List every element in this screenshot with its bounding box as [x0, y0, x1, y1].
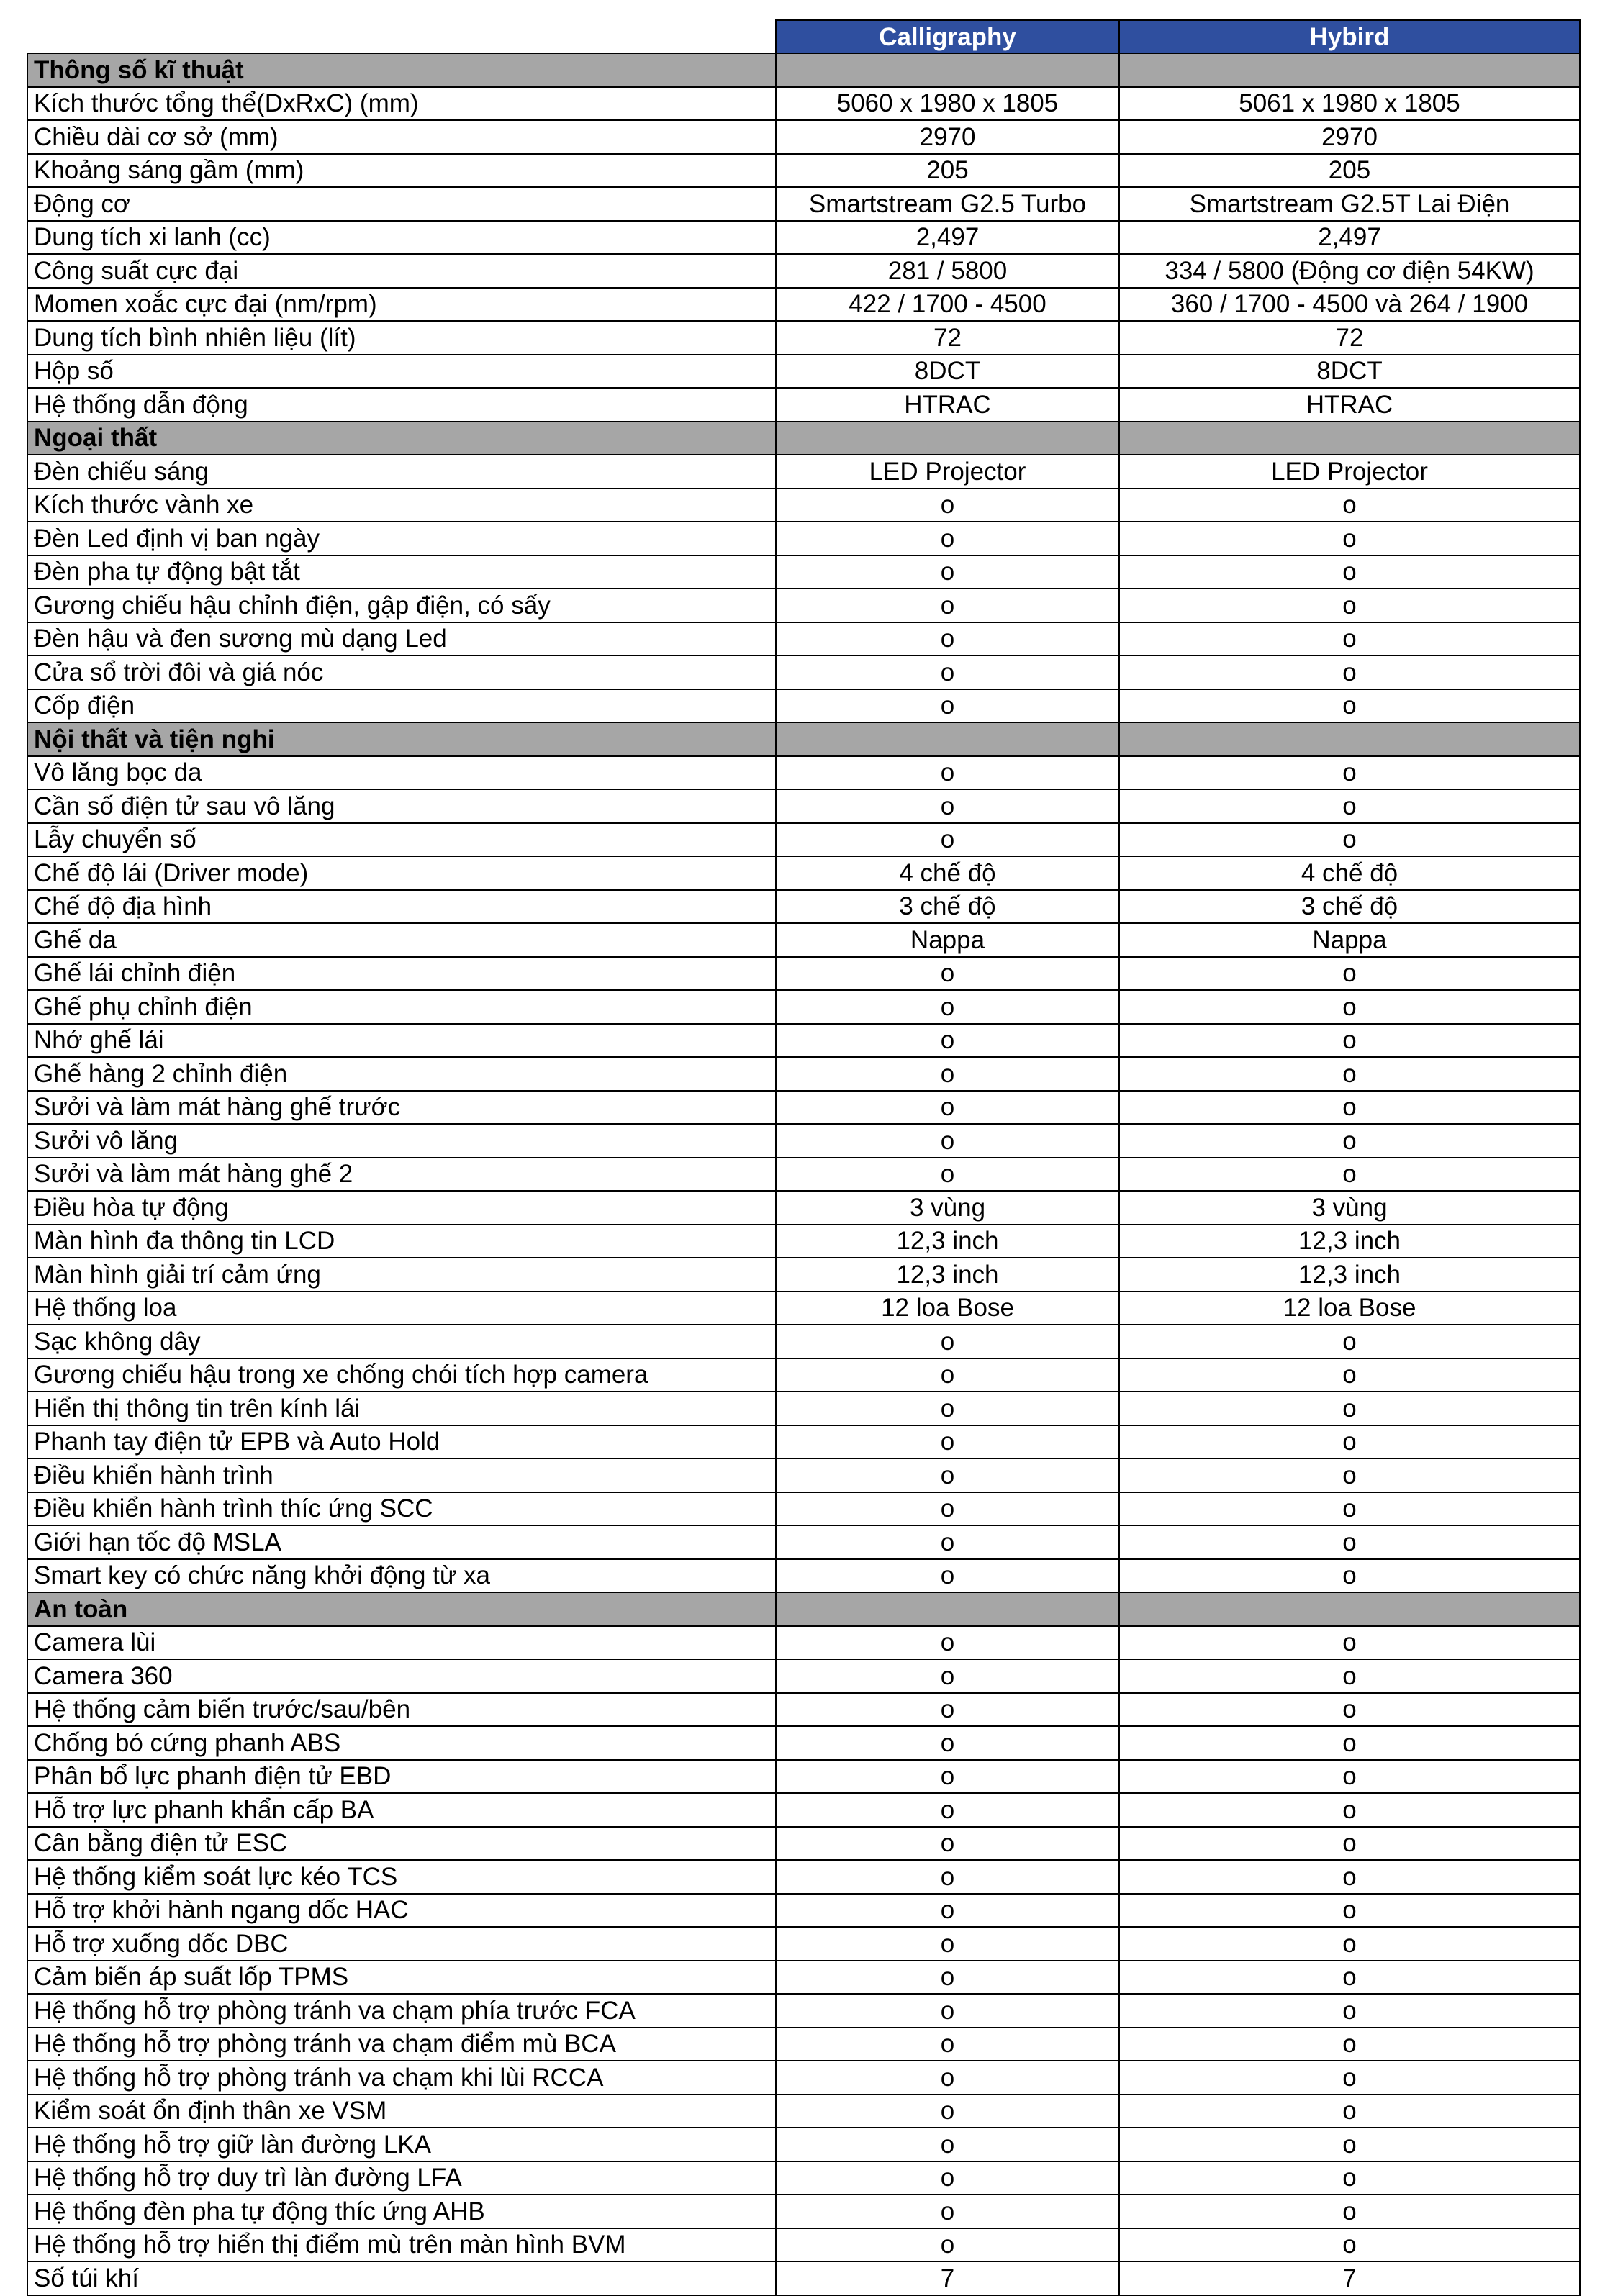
spec-label-cell: Hệ thống đèn pha tự động thíc ứng AHB [27, 2195, 776, 2228]
hybird-value-cell: 360 / 1700 - 4500 và 264 / 1900 [1119, 288, 1580, 322]
table-row [27, 2028, 1580, 2061]
table-row [27, 2261, 1580, 2295]
spec-label-cell: Giới hạn tốc độ MSLA [27, 1525, 776, 1559]
hybird-value-cell: HTRAC [1119, 388, 1580, 422]
table-row [27, 1961, 1580, 1995]
table-row [27, 87, 1580, 121]
calligraphy-value-cell: o [776, 689, 1119, 723]
table-row [27, 154, 1580, 188]
spec-label-cell: Hỗ trợ khởi hành ngang dốc HAC [27, 1894, 776, 1928]
spec-label-cell: Hệ thống loa [27, 1292, 776, 1325]
spec-label-cell: Hệ thống hỗ trợ phòng tránh va chạm khi lùi RCCA [27, 2061, 776, 2095]
table-row [27, 2228, 1580, 2262]
calligraphy-value-cell: o [776, 1626, 1119, 1660]
calligraphy-value-cell: o [776, 1793, 1119, 1827]
hybird-value-cell: o [1119, 1559, 1580, 1593]
calligraphy-value-cell: 12,3 inch [776, 1225, 1119, 1258]
table-row [27, 187, 1580, 221]
table-row [27, 923, 1580, 957]
calligraphy-value-cell: o [776, 555, 1119, 589]
spec-label-cell: Hệ thống hỗ trợ hiển thị điểm mù trên màn hình BVM [27, 2228, 776, 2262]
section-header-row [27, 1592, 1580, 1626]
calligraphy-value-cell: 5060 x 1980 x 1805 [776, 87, 1119, 121]
calligraphy-value-cell: 2970 [776, 120, 1119, 154]
spec-label-cell: Đèn hậu và đen sương mù dạng Led [27, 622, 776, 656]
hybird-value-cell: o [1119, 2095, 1580, 2128]
calligraphy-value-cell: o [776, 2228, 1119, 2262]
hybird-value-cell: 205 [1119, 154, 1580, 188]
spec-label-cell: Hệ thống cảm biến trước/sau/bên [27, 1693, 776, 1727]
calligraphy-value-cell: o [776, 1927, 1119, 1961]
spec-label-cell: Hệ thống hỗ trợ phòng tránh va chạm phía trước FCA [27, 1994, 776, 2028]
calligraphy-value-cell: o [776, 489, 1119, 522]
spec-label-cell: Cân bằng điện tử ESC [27, 1827, 776, 1861]
hybird-value-cell: o [1119, 2161, 1580, 2195]
spec-label-cell: Điều hòa tự động [27, 1191, 776, 1225]
table-row [27, 489, 1580, 522]
hybird-value-cell: 12,3 inch [1119, 1225, 1580, 1258]
table-row [27, 2095, 1580, 2128]
calligraphy-value-cell: o [776, 1325, 1119, 1358]
table-row [27, 555, 1580, 589]
spec-label-cell: Điều khiển hành trình thíc ứng SCC [27, 1492, 776, 1526]
spec-label-cell: Kích thước vành xe [27, 489, 776, 522]
table-row [27, 1392, 1580, 1425]
hybird-value-cell: 8DCT [1119, 355, 1580, 389]
hybird-value-cell: 334 / 5800 (Động cơ điện 54KW) [1119, 254, 1580, 288]
calligraphy-value-cell: o [776, 622, 1119, 656]
hybird-value-cell: 2970 [1119, 120, 1580, 154]
section-title: Nội thất và tiện nghi [27, 722, 776, 756]
hybird-value-cell: 4 chế độ [1119, 856, 1580, 890]
table-row [27, 2128, 1580, 2161]
calligraphy-value-cell: o [776, 2061, 1119, 2095]
section-title: Thông số kĩ thuật [27, 53, 776, 87]
calligraphy-value-cell: o [776, 823, 1119, 857]
section-empty-cell [1119, 1592, 1580, 1626]
table-row [27, 1024, 1580, 1058]
hybird-value-cell: o [1119, 522, 1580, 555]
section-empty-cell [1119, 53, 1580, 87]
section-empty-cell [776, 722, 1119, 756]
spec-label-cell: Chế độ lái (Driver mode) [27, 856, 776, 890]
spec-table-body [27, 20, 1580, 2295]
table-row [27, 1860, 1580, 1894]
hybird-value-cell: o [1119, 1124, 1580, 1158]
table-row [27, 1057, 1580, 1091]
table-row [27, 789, 1580, 823]
spec-label-cell: Dung tích xi lanh (cc) [27, 221, 776, 255]
table-row [27, 856, 1580, 890]
table-row [27, 1927, 1580, 1961]
header-row [27, 20, 1580, 53]
hybird-value-cell: Nappa [1119, 923, 1580, 957]
hybird-value-cell: o [1119, 2028, 1580, 2061]
spec-label-cell: Khoảng sáng gầm (mm) [27, 154, 776, 188]
table-row [27, 1292, 1580, 1325]
section-title: An toàn [27, 1592, 776, 1626]
calligraphy-value-cell: o [776, 789, 1119, 823]
spec-label-cell: Kiểm soát ổn định thân xe VSM [27, 2095, 776, 2128]
table-row [27, 1191, 1580, 1225]
table-row [27, 589, 1580, 622]
calligraphy-value-cell: Smartstream G2.5 Turbo [776, 187, 1119, 221]
table-row [27, 1827, 1580, 1861]
hybird-value-cell: 72 [1119, 321, 1580, 355]
spec-label-cell: Chống bó cứng phanh ABS [27, 1726, 776, 1760]
spec-label-cell: Gương chiếu hậu chỉnh điện, gập điện, có sấy [27, 589, 776, 622]
hybird-value-cell: o [1119, 689, 1580, 723]
table-row [27, 1793, 1580, 1827]
hybird-value-cell: o [1119, 1793, 1580, 1827]
hybird-value-cell: o [1119, 1158, 1580, 1192]
calligraphy-value-cell: o [776, 1091, 1119, 1125]
table-row [27, 1492, 1580, 1526]
table-row [27, 1458, 1580, 1492]
calligraphy-value-cell: 12,3 inch [776, 1258, 1119, 1292]
calligraphy-value-cell: o [776, 1726, 1119, 1760]
hybird-value-cell: 12,3 inch [1119, 1258, 1580, 1292]
calligraphy-value-cell: 422 / 1700 - 4500 [776, 288, 1119, 322]
table-row [27, 957, 1580, 991]
hybird-value-cell: o [1119, 1860, 1580, 1894]
section-empty-cell [1119, 722, 1580, 756]
hybird-value-cell: o [1119, 1492, 1580, 1526]
hybird-value-cell: o [1119, 1760, 1580, 1794]
calligraphy-value-cell: o [776, 1024, 1119, 1058]
spec-label-cell: Hệ thống dẫn động [27, 388, 776, 422]
hybird-value-cell: o [1119, 756, 1580, 790]
calligraphy-value-cell: 205 [776, 154, 1119, 188]
section-empty-cell [1119, 422, 1580, 455]
hybird-value-cell: 2,497 [1119, 221, 1580, 255]
table-row [27, 622, 1580, 656]
calligraphy-value-cell: o [776, 1894, 1119, 1928]
hybird-value-cell: o [1119, 789, 1580, 823]
spec-label-cell: Sạc không dây [27, 1325, 776, 1358]
table-row [27, 254, 1580, 288]
table-row [27, 1425, 1580, 1459]
hybird-value-cell: o [1119, 655, 1580, 689]
table-row [27, 689, 1580, 723]
calligraphy-value-cell: o [776, 655, 1119, 689]
calligraphy-value-cell: o [776, 1358, 1119, 1392]
calligraphy-value-cell: o [776, 1525, 1119, 1559]
spec-label-cell: Chế độ địa hình [27, 890, 776, 924]
spec-label-cell: Điều khiển hành trình [27, 1458, 776, 1492]
table-row [27, 1225, 1580, 1258]
table-row [27, 823, 1580, 857]
calligraphy-value-cell: o [776, 1659, 1119, 1693]
hybird-value-cell: o [1119, 2195, 1580, 2228]
calligraphy-value-cell: o [776, 1693, 1119, 1727]
hybird-value-cell: o [1119, 489, 1580, 522]
hybird-value-cell: o [1119, 1659, 1580, 1693]
hybird-value-cell: o [1119, 1358, 1580, 1392]
spec-label-cell: Công suất cực đại [27, 254, 776, 288]
spec-label-cell: Hộp số [27, 355, 776, 389]
section-title: Ngoại thất [27, 422, 776, 455]
hybird-value-cell: o [1119, 2228, 1580, 2262]
table-row [27, 1726, 1580, 1760]
hybird-value-cell: o [1119, 1525, 1580, 1559]
spec-label-cell: Đèn chiếu sáng [27, 455, 776, 489]
calligraphy-value-cell: 72 [776, 321, 1119, 355]
column-header-calligraphy: Calligraphy [776, 20, 1119, 53]
spec-label-cell: Dung tích bình nhiên liệu (lít) [27, 321, 776, 355]
table-row [27, 1525, 1580, 1559]
hybird-value-cell: o [1119, 823, 1580, 857]
calligraphy-value-cell: 4 chế độ [776, 856, 1119, 890]
calligraphy-value-cell: LED Projector [776, 455, 1119, 489]
hybird-value-cell: o [1119, 2128, 1580, 2161]
spec-label-cell: Màn hình đa thông tin LCD [27, 1225, 776, 1258]
calligraphy-value-cell: o [776, 756, 1119, 790]
column-header-hybird: Hybird [1119, 20, 1580, 53]
table-row [27, 2195, 1580, 2228]
table-row [27, 321, 1580, 355]
table-row [27, 1626, 1580, 1660]
spec-label-cell: Nhớ ghế lái [27, 1024, 776, 1058]
calligraphy-value-cell: o [776, 2095, 1119, 2128]
spec-label-cell: Sưởi vô lăng [27, 1124, 776, 1158]
hybird-value-cell: o [1119, 1927, 1580, 1961]
table-row [27, 1693, 1580, 1727]
spec-label-cell: Momen xoắc cực đại (nm/rpm) [27, 288, 776, 322]
spec-label-cell: Phân bổ lực phanh điện tử EBD [27, 1760, 776, 1794]
spec-label-cell: Sưởi và làm mát hàng ghế 2 [27, 1158, 776, 1192]
spec-label-cell: Hệ thống hỗ trợ duy trì làn đường LFA [27, 2161, 776, 2195]
hybird-value-cell: o [1119, 1325, 1580, 1358]
section-header-row [27, 422, 1580, 455]
table-row [27, 1659, 1580, 1693]
calligraphy-value-cell: o [776, 2161, 1119, 2195]
spec-label-cell: Hệ thống hỗ trợ phòng tránh va chạm điểm mù BCA [27, 2028, 776, 2061]
calligraphy-value-cell: o [776, 1458, 1119, 1492]
hybird-value-cell: 12 loa Bose [1119, 1292, 1580, 1325]
hybird-value-cell: 3 vùng [1119, 1191, 1580, 1225]
table-row [27, 355, 1580, 389]
calligraphy-value-cell: o [776, 1124, 1119, 1158]
calligraphy-value-cell: o [776, 1994, 1119, 2028]
spec-label-cell: Cốp điện [27, 689, 776, 723]
spec-label-cell: Chiều dài cơ sở (mm) [27, 120, 776, 154]
spec-label-cell: Hiển thị thông tin trên kính lái [27, 1392, 776, 1425]
calligraphy-value-cell: o [776, 1559, 1119, 1593]
hybird-value-cell: o [1119, 1994, 1580, 2028]
table-row [27, 1894, 1580, 1928]
hybird-value-cell: LED Projector [1119, 455, 1580, 489]
spec-label-cell: Ghế lái chỉnh điện [27, 957, 776, 991]
header-corner-cell [27, 20, 776, 53]
table-row [27, 890, 1580, 924]
spec-label-cell: Số túi khí [27, 2261, 776, 2295]
hybird-value-cell: o [1119, 1458, 1580, 1492]
hybird-value-cell: 7 [1119, 2261, 1580, 2295]
calligraphy-value-cell: 281 / 5800 [776, 254, 1119, 288]
spec-label-cell: Vô lăng bọc da [27, 756, 776, 790]
table-row [27, 1358, 1580, 1392]
table-row [27, 1325, 1580, 1358]
hybird-value-cell: o [1119, 1961, 1580, 1995]
calligraphy-value-cell: o [776, 2028, 1119, 2061]
calligraphy-value-cell: o [776, 2128, 1119, 2161]
spec-label-cell: Cửa sổ trời đôi và giá nóc [27, 655, 776, 689]
spec-label-cell: Cần số điện tử sau vô lăng [27, 789, 776, 823]
spec-label-cell: Hệ thống kiểm soát lực kéo TCS [27, 1860, 776, 1894]
calligraphy-value-cell: o [776, 1057, 1119, 1091]
calligraphy-value-cell: o [776, 522, 1119, 555]
calligraphy-value-cell: o [776, 589, 1119, 622]
spec-label-cell: Gương chiếu hậu trong xe chống chói tích hợp camera [27, 1358, 776, 1392]
table-row [27, 221, 1580, 255]
calligraphy-value-cell: 3 chế độ [776, 890, 1119, 924]
spec-label-cell: Ghế hàng 2 chỉnh điện [27, 1057, 776, 1091]
section-empty-cell [776, 422, 1119, 455]
hybird-value-cell: 3 chế độ [1119, 890, 1580, 924]
calligraphy-value-cell: o [776, 1392, 1119, 1425]
calligraphy-value-cell: o [776, 957, 1119, 991]
spec-label-cell: Hỗ trợ lực phanh khẩn cấp BA [27, 1793, 776, 1827]
calligraphy-value-cell: 3 vùng [776, 1191, 1119, 1225]
calligraphy-value-cell: o [776, 1827, 1119, 1861]
calligraphy-value-cell: o [776, 1760, 1119, 1794]
calligraphy-value-cell: Nappa [776, 923, 1119, 957]
table-row [27, 1091, 1580, 1125]
hybird-value-cell: o [1119, 555, 1580, 589]
spec-label-cell: Ghế phụ chỉnh điện [27, 990, 776, 1024]
spec-label-cell: Camera lùi [27, 1626, 776, 1660]
calligraphy-value-cell: o [776, 1425, 1119, 1459]
calligraphy-value-cell: o [776, 990, 1119, 1024]
hybird-value-cell: o [1119, 1024, 1580, 1058]
hybird-value-cell: o [1119, 1626, 1580, 1660]
calligraphy-value-cell: HTRAC [776, 388, 1119, 422]
table-row [27, 288, 1580, 322]
hybird-value-cell: o [1119, 1425, 1580, 1459]
calligraphy-value-cell: o [776, 1492, 1119, 1526]
spec-label-cell: Smart key có chức năng khởi động từ xa [27, 1559, 776, 1593]
calligraphy-value-cell: o [776, 2195, 1119, 2228]
spec-label-cell: Động cơ [27, 187, 776, 221]
table-row [27, 1760, 1580, 1794]
calligraphy-value-cell: o [776, 1158, 1119, 1192]
hybird-value-cell: 5061 x 1980 x 1805 [1119, 87, 1580, 121]
table-row [27, 1158, 1580, 1192]
spec-label-cell: Camera 360 [27, 1659, 776, 1693]
table-row [27, 522, 1580, 555]
hybird-value-cell: o [1119, 1726, 1580, 1760]
spec-label-cell: Kích thước tổng thể(DxRxC) (mm) [27, 87, 776, 121]
hybird-value-cell: o [1119, 1091, 1580, 1125]
spec-table [27, 19, 1581, 2296]
spec-label-cell: Lẫy chuyển số [27, 823, 776, 857]
spec-label-cell: Màn hình giải trí cảm ứng [27, 1258, 776, 1292]
hybird-value-cell: o [1119, 1057, 1580, 1091]
hybird-value-cell: o [1119, 2061, 1580, 2095]
section-header-row [27, 722, 1580, 756]
hybird-value-cell: o [1119, 1392, 1580, 1425]
hybird-value-cell: o [1119, 1894, 1580, 1928]
spec-label-cell: Hệ thống hỗ trợ giữ làn đường LKA [27, 2128, 776, 2161]
spec-label-cell: Đèn Led định vị ban ngày [27, 522, 776, 555]
calligraphy-value-cell: 7 [776, 2261, 1119, 2295]
spec-label-cell: Ghế da [27, 923, 776, 957]
spec-label-cell: Phanh tay điện tử EPB và Auto Hold [27, 1425, 776, 1459]
calligraphy-value-cell: o [776, 1961, 1119, 1995]
calligraphy-value-cell: 12 loa Bose [776, 1292, 1119, 1325]
calligraphy-value-cell: 8DCT [776, 355, 1119, 389]
spec-label-cell: Đèn pha tự động bật tắt [27, 555, 776, 589]
section-empty-cell [776, 1592, 1119, 1626]
table-row [27, 1994, 1580, 2028]
hybird-value-cell: Smartstream G2.5T Lai Điện [1119, 187, 1580, 221]
table-row [27, 756, 1580, 790]
hybird-value-cell: o [1119, 1827, 1580, 1861]
hybird-value-cell: o [1119, 990, 1580, 1024]
table-row [27, 1124, 1580, 1158]
calligraphy-value-cell: o [776, 1860, 1119, 1894]
table-row [27, 388, 1580, 422]
table-row [27, 1559, 1580, 1593]
hybird-value-cell: o [1119, 1693, 1580, 1727]
calligraphy-value-cell: 2,497 [776, 221, 1119, 255]
spec-label-cell: Cảm biến áp suất lốp TPMS [27, 1961, 776, 1995]
hybird-value-cell: o [1119, 589, 1580, 622]
table-row [27, 655, 1580, 689]
table-row [27, 1258, 1580, 1292]
table-row [27, 2161, 1580, 2195]
spec-label-cell: Sưởi và làm mát hàng ghế trước [27, 1091, 776, 1125]
spec-label-cell: Hỗ trợ xuống dốc DBC [27, 1927, 776, 1961]
hybird-value-cell: o [1119, 957, 1580, 991]
section-empty-cell [776, 53, 1119, 87]
table-row [27, 455, 1580, 489]
table-row [27, 120, 1580, 154]
section-header-row [27, 53, 1580, 87]
hybird-value-cell: o [1119, 622, 1580, 656]
table-row [27, 2061, 1580, 2095]
table-row [27, 990, 1580, 1024]
